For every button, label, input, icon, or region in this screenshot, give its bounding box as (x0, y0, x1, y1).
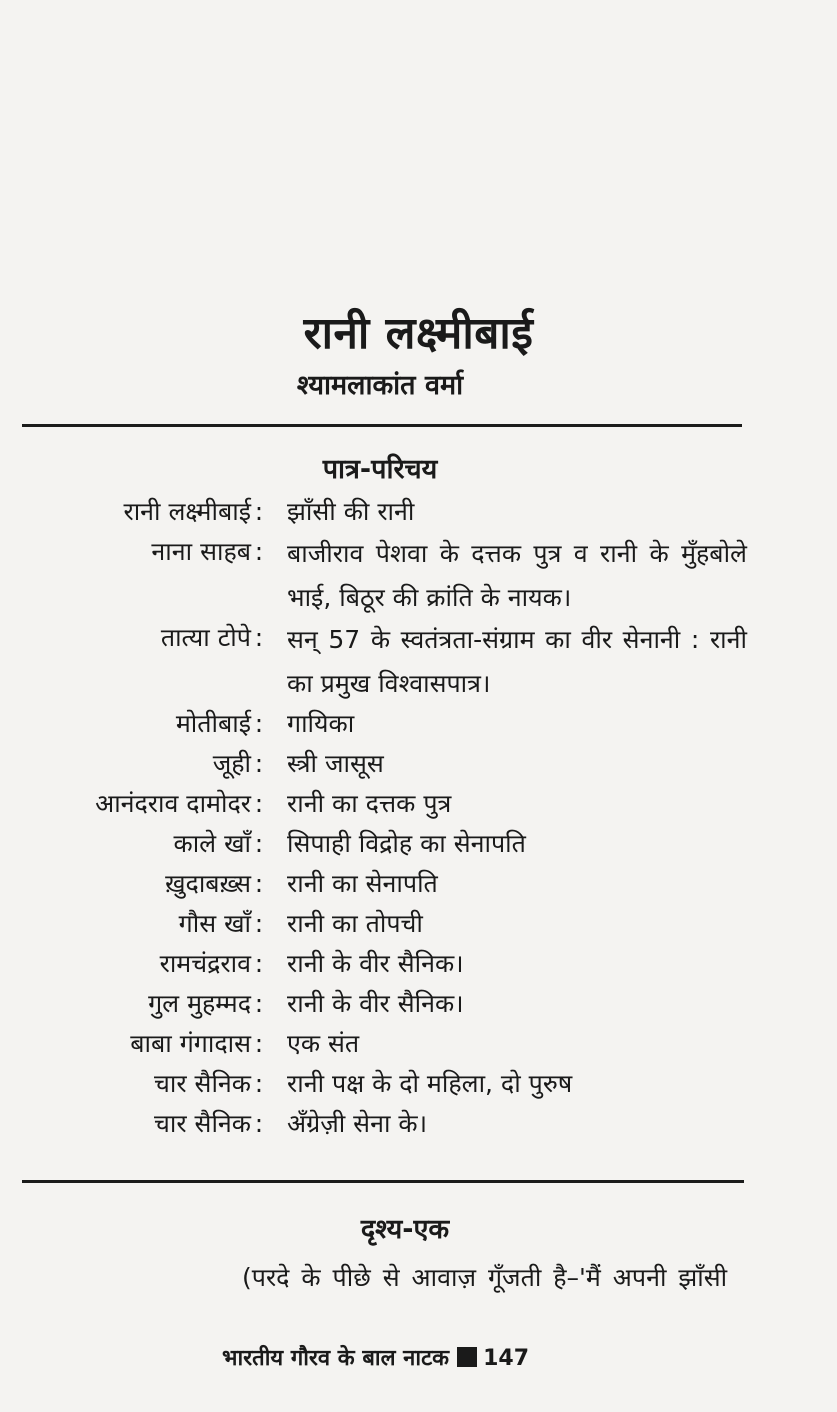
cast-list (0, 492, 837, 1144)
author-name: श्यामलाकांत वर्मा (296, 370, 464, 401)
scene-heading: दृश्य-एक (360, 1214, 450, 1245)
stage-direction: (परदे के पीछे से आवाज़ गूँजती है–'मैं अपनी झाँसी (242, 1263, 728, 1292)
character-name: मोतीबाई (175, 709, 251, 738)
character-description: गायिका (287, 709, 355, 738)
separator-colon: : (254, 537, 264, 566)
character-description: रानी का तोपची (287, 909, 423, 938)
separator-colon: : (254, 949, 264, 978)
separator-colon: : (254, 829, 264, 858)
character-description: एक संत (287, 1029, 360, 1058)
play-title: रानी लक्ष्मीबाई (303, 308, 534, 359)
character-name: रामचंद्रराव (159, 949, 251, 978)
cast-row (0, 532, 837, 618)
character-description: सिपाही विद्रोह का सेनापति (287, 829, 526, 858)
character-name: बाबा गंगादास (130, 1029, 251, 1058)
character-description: अँग्रेज़ी सेना के। (287, 1109, 428, 1138)
cast-row (0, 984, 837, 1024)
cast-row (0, 904, 837, 944)
cast-row (0, 864, 837, 904)
character-name: चार सैनिक (154, 1069, 251, 1098)
cast-row (0, 824, 837, 864)
character-name: रानी लक्ष्मीबाई (123, 497, 251, 526)
cast-row (0, 618, 837, 704)
separator-colon: : (254, 1109, 264, 1138)
cast-row (0, 1064, 837, 1104)
separator-colon: : (254, 869, 264, 898)
character-name: आनंदराव दामोदर (95, 789, 251, 818)
character-name: नाना साहब (151, 537, 251, 566)
cast-row (0, 784, 837, 824)
character-description: रानी पक्ष के दो महिला, दो पुरुष (287, 1069, 573, 1098)
separator-colon: : (254, 789, 264, 818)
book-title: भारतीय गौरव के बाल नाटक (222, 1346, 450, 1371)
separator-colon: : (254, 989, 264, 1018)
character-name: तात्या टोपे (160, 623, 251, 652)
square-bullet-icon (457, 1347, 477, 1367)
separator-colon: : (254, 709, 264, 738)
cast-row (0, 704, 837, 744)
separator-colon: : (254, 1029, 264, 1058)
separator-colon: : (254, 497, 264, 526)
character-description: रानी का सेनापति (287, 869, 438, 898)
character-name: गुल मुहम्मद (148, 989, 251, 1018)
character-name: जूही (212, 749, 251, 778)
separator-colon: : (254, 1069, 264, 1098)
cast-row (0, 944, 837, 984)
character-name: काले खाँ (173, 829, 251, 858)
separator-colon: : (254, 623, 264, 652)
top-divider (22, 424, 742, 427)
character-description: रानी के वीर सैनिक। (287, 949, 464, 978)
page-footer (222, 1344, 529, 1374)
character-name: चार सैनिक (154, 1109, 251, 1138)
cast-row (0, 492, 837, 532)
character-description: स्त्री जासूस (287, 749, 384, 778)
cast-heading: पात्र-परिचय (322, 454, 438, 485)
character-description: बाजीराव पेशवा के दत्तक पुत्र व रानी के मुँहबोले भाई, बिठूर की क्रांति के नायक। (287, 539, 747, 612)
character-description: सन् 57 के स्वतंत्रता-संग्राम का वीर सेनानी : रानी का प्रमुख विश्वासपात्र। (287, 625, 747, 698)
page-number: 147 (483, 1346, 530, 1371)
cast-row (0, 1024, 837, 1064)
separator-colon: : (254, 749, 264, 778)
cast-row (0, 744, 837, 784)
cast-row (0, 1104, 837, 1144)
character-description: रानी के वीर सैनिक। (287, 989, 464, 1018)
character-description: रानी का दत्तक पुत्र (287, 789, 452, 818)
bottom-divider (22, 1180, 744, 1183)
character-name: ख़ुदाबख़्स (165, 869, 251, 898)
character-description: झाँसी की रानी (287, 497, 415, 526)
character-name: गौस खाँ (178, 909, 251, 938)
separator-colon: : (254, 909, 264, 938)
